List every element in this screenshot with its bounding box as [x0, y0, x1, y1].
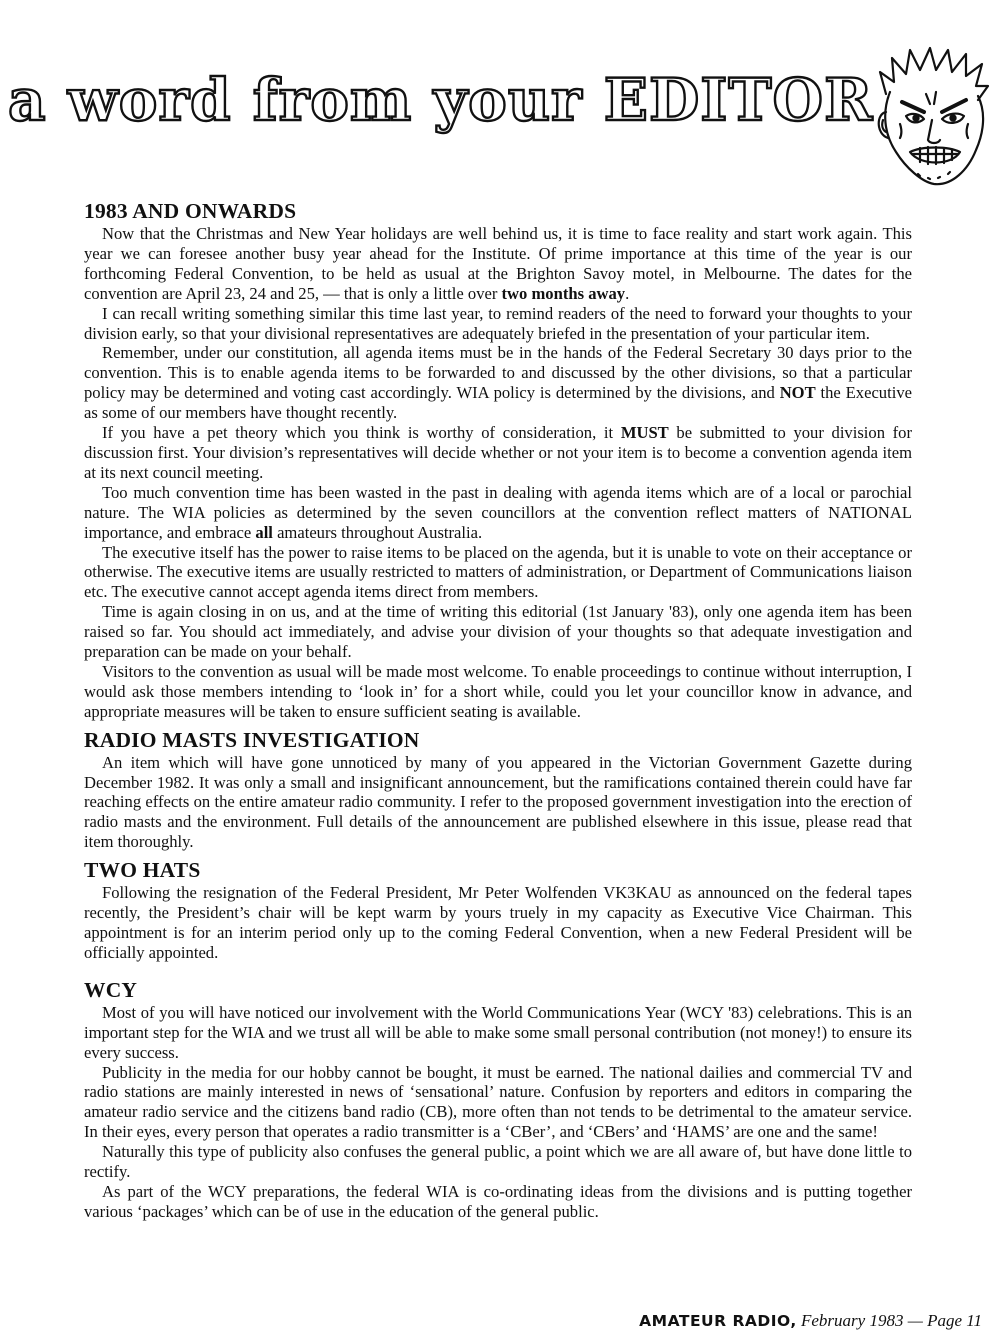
page-footer	[639, 1311, 982, 1335]
paragraph: I can recall writing something similar this time last year, to remind readers of the need to forward your thoughts to your division early, so that your divisional representatives are adequately briefed in the presentation of your particular item.	[84, 303, 912, 343]
bold-emphasis: all	[255, 522, 273, 542]
section-two-hats	[84, 857, 912, 963]
editorial-body	[84, 198, 912, 1227]
bold-emphasis: two months away	[501, 283, 626, 303]
paragraph: If you have a pet theory which you think is worthy of consideration, it MUST be submitted to your division for discussion first. Your division’s representatives will decide whether or not your item is to become a convention agenda item at its next council meeting.	[84, 423, 913, 482]
bold-emphasis: MUST	[620, 423, 669, 443]
paragraph: Time is again closing in on us, and at the time of writing this editorial (1st January '83), only one agenda item has been raised so far. You should act immediately, and advise your division of your thoughts so that adequate investigation and preparation can be made on your behalf.	[84, 602, 912, 662]
section-1983-and-onwards	[84, 198, 912, 722]
issue-page: February 1983 — Page 11	[796, 1311, 982, 1330]
paragraph: Publicity in the media for our hobby cannot be bought, it must be earned. The national dailies and commercial TV and radio stations are mainly interested in news of ‘sensational’ nature. Confusion by reporters and editors in comparing the amateur radio service and the citizens band radio (CB), more often than not tends to be detrimental to the amateur service. In their eyes, every person that operates a radio transmitter is a ‘CBer’, and ‘CBers’ and ‘HAMS’ are one and the same!	[84, 1062, 912, 1142]
paragraph: Too much convention time has been wasted in the past in dealing with agenda items which are of a local or parochial nature. The WIA policies as determined by the seven councillors at the convention reflect matters of NATIONAL importance, and embrace all amateurs throughout Australia.	[84, 482, 912, 542]
section-radio-masts-investigation	[84, 727, 912, 853]
paragraph: Most of you will have noticed our involvement with the World Communications Year (WCY '83) celebrations. This is an important step for the WIA and we trust all will be able to make some small personal contribution (not money!) to ensure its every success.	[84, 1002, 912, 1062]
paragraph: An item which will have gone unnoticed by many of you appeared in the Victorian Government Gazette during December 1982. It was only a small and insignificant announcement, but the ramifications contained therein could have far reaching effects on the entire amateur radio community. I refer to the proposed government investigation into the erection of radio masts and the environment. Full details of the announcement are published elsewhere in this issue, please read that item thoroughly.	[84, 752, 912, 852]
section-heading: TWO HATS	[84, 858, 201, 883]
section-heading: 1983 AND ONWARDS	[84, 199, 297, 223]
paragraph: Following the resignation of the Federal President, Mr Peter Wolfenden VK3KAU as announced on the federal tapes recently, the President’s chair will be kept warm by yours truely in my capacity as Executive Vice Chairman. This appointment is for an interim period only up to the coming Federal Convention, when a new Federal President will be officially appointed.	[84, 883, 912, 962]
section-heading: WCY	[84, 977, 138, 1002]
paragraph: Naturally this type of publicity also confuses the general public, a point which we are all aware of, but have done little to rectify.	[84, 1142, 912, 1182]
editor-masthead: a word from your EDITOR	[8, 66, 874, 134]
section-wcy	[84, 977, 912, 1222]
paragraph: The executive itself has the power to raise items to be placed on the agenda, but it is unable to vote on their acceptance or otherwise. The executive items are usually restricted to matters of administration, or Department of Communications liaison etc. The executive cannot accept agenda items direct from members.	[84, 542, 912, 602]
paragraph: Visitors to the convention as usual will be made most welcome. To enable proceedings to continue without interruption, I would ask those members intending to ‘look in’ for a short while, could you let your councillor know in advance, and appropriate measures will be taken to ensure sufficient seating is available.	[84, 661, 912, 721]
paragraph: Now that the Christmas and New Year holidays are well behind us, it is time to face reality and start work again. This year we can foresee another busy year ahead for the Institute. Of prime importance at this time of the year is our forthcoming Federal Convention, to be held as usual at the Brighton Savoy motel, in Melbourne. The dates for the convention are April 23, 24 and 25, — that is only a little over two months away.	[84, 224, 912, 303]
editor-cartoon-face-icon	[872, 42, 994, 192]
paragraph: Remember, under our constitution, all agenda items must be in the hands of the Federal Secretary 30 days prior to the convention. This is to enable agenda items to be forwarded to and discussed by the other divisions, so that a particular policy may be determined and voting cast accordingly. WIA policy is determined by the divisions, and NOT the Executive as some of our members have thought recently.	[84, 343, 912, 423]
paragraph: As part of the WCY preparations, the federal WIA is co-ordinating ideas from the divisions and is putting together various ‘packages’ which can be of use in the education of the general public.	[84, 1181, 912, 1221]
section-heading: RADIO MASTS INVESTIGATION	[84, 727, 420, 752]
bold-emphasis: NOT	[779, 383, 816, 403]
magazine-name: AMATEUR RADIO,	[639, 1312, 797, 1330]
